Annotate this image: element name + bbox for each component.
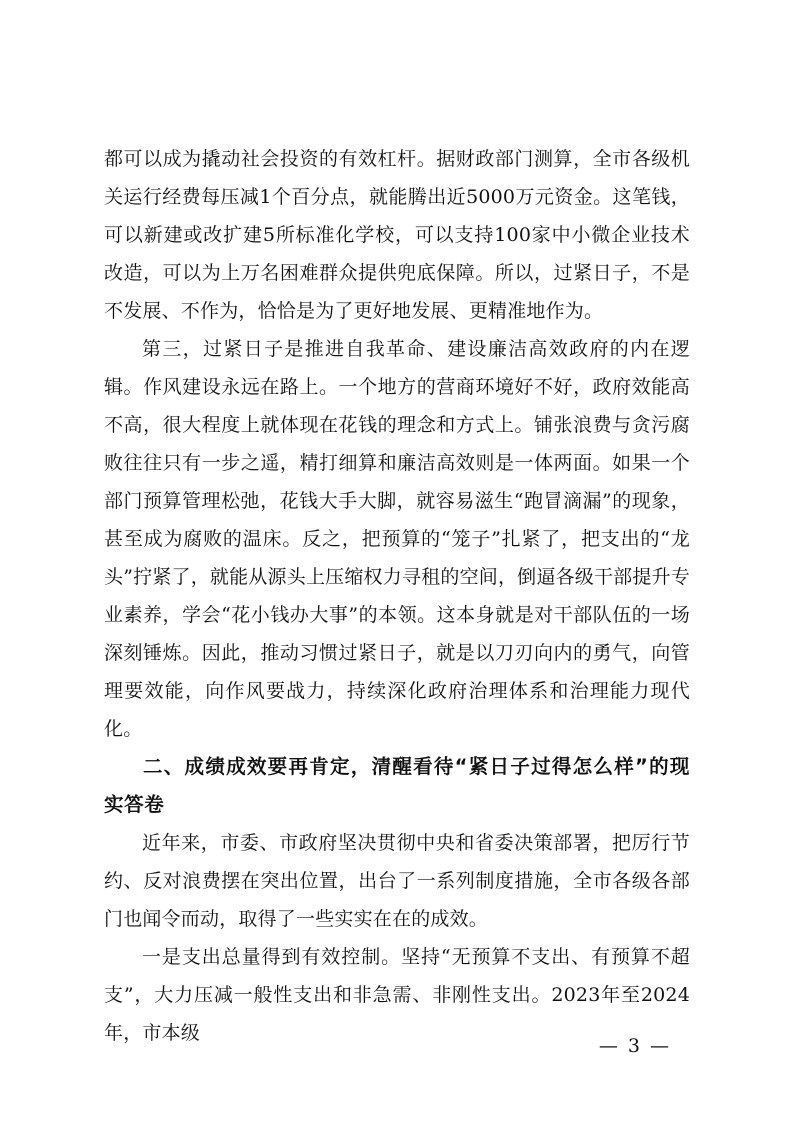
paragraph-continuation: 都可以成为撬动社会投资的有效杠杆。据财政部门测算，全市各级机关运行经费每压减1个百分点，就能腾出近5000万元资金。这笔钱，可以新建或改扩建5所标准化学校，可以支持100家中小微企业技术改造，可以为上万名困难群众提供兜底保障。所以，过紧日子，不是不发展、不作为，恰恰是为了更好地发展、更精准地作为。	[104, 148, 690, 322]
section-heading: 二、成绩成效要再肯定，清醒看待“紧日子过得怎么样”的现实答卷	[104, 755, 690, 816]
paragraph-first-item: 一是支出总量得到有效控制。坚持“无预算不支出、有预算不超支”，大力压减一般性支出和非急需、非刚性支出。2023年至2024年，市本级	[104, 946, 690, 1044]
paragraph-intro: 近年来，市委、市政府坚决贯彻中央和省委决策部署，把厉行节约、反对浪费摆在突出位置，出台了一系列制度措施，全市各级各部门也闻令而动，取得了一些实实在在的成效。	[104, 832, 690, 930]
page-number: — 3 —	[598, 1035, 671, 1057]
document-page	[104, 140, 690, 1052]
paragraph-third-point: 第三，过紧日子是推进自我革命、建设廉洁高效政府的内在逻辑。作风建设永远在路上。一个地方的营商环境好不好，政府效能高不高，很大程度上就体现在花钱的理念和方式上。铺张浪费与贪污腐败往往只有一步之遥，精打细算和廉洁高效则是一体两面。如果一个部门预算管理松弛，花钱大手大脚，就容易滋生“跑冒滴漏”的现象，甚至成为腐败的温床。反之，把预算的“笼子”扎紧了，把支出的“龙头”拧紧了，就能从源头上压缩权力寻租的空间，倒逼各级干部提升专业素养，学会“花小钱办大事”的本领。这本身就是对干部队伍的一场深刻锤炼。因此，推动习惯过紧日子，就是以刀刃向内的勇气，向管理要效能，向作风要战力，持续深化政府治理体系和治理能力现代化。	[104, 338, 690, 740]
